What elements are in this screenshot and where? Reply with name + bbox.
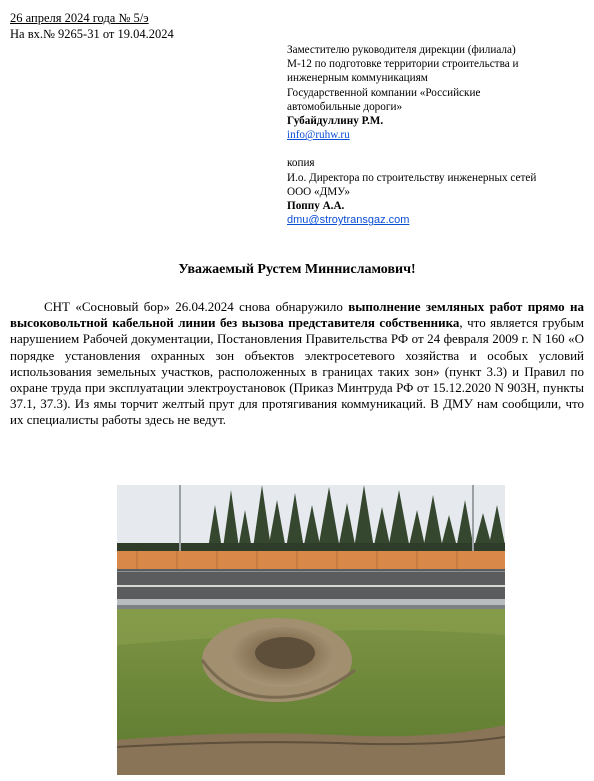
letter-body (10, 299, 584, 429)
addressee-name: Губайдуллину Р.М. (287, 115, 384, 128)
site-photo (117, 485, 505, 775)
copy-label: копия (287, 157, 315, 170)
body-emphasis: выполнение земляных работ прямо на высоковольтной кабельной линии без вызова представителя собственника (10, 299, 584, 331)
body-paragraph: СНТ «Сосновый бор» 26.04.2024 снова обнаружило выполнение земляных работ прямо на высоковольтной кабельной линии без вызова представителя собственника, что является грубым нарушением Рабочей документации, Постановления Правительства РФ от 24 февраля 2009 г. N 160 «О порядке установления охранных зон объектов электросетевого хозяйства и особых условий использования земельных участков, расположенных в границах таких зон» (пункт 3.3) и Правил по охране труда при эксплуатации электроустановок (Приказ Минтруда РФ от 15.12.2020 N 903Н, пункты 37.1, 37.3). Из ямы торчит желтый прут для протягивания коммуникаций. В ДМУ нам сообщили, что их специалисты работы здесь не ведут. (10, 299, 584, 428)
excavation-photo-illustration (117, 485, 505, 775)
date-line (10, 10, 149, 26)
addressee-line: инженерным коммуникациям (287, 72, 428, 85)
addressee-line: автомобильные дороги» (287, 100, 403, 113)
letter-number: № 5/э (118, 11, 149, 25)
addressee-line: М-12 по подготовке территории строительства и (287, 58, 519, 71)
addressee-line: Заместителю руководителя дирекции (филиала) (287, 44, 516, 56)
letter-date: 26 апреля 2024 года (10, 11, 116, 25)
copy-line: И.о. Директора по строительству инженерных сетей (287, 171, 537, 184)
addressee-line: Государственной компании «Российские (287, 86, 481, 99)
incoming-reference: На вх.№ 9265-31 от 19.04.2024 (10, 27, 174, 41)
copy-line: ООО «ДМУ» (287, 185, 351, 198)
copy-name: Поппу А.А. (287, 200, 345, 213)
addressee-email-link[interactable]: info@ruhw.ru (287, 129, 350, 142)
greeting: Уважаемый Рустем Миннисламович! (178, 262, 416, 277)
copy-email-link[interactable]: dmu@stroytransgaz.com (287, 214, 410, 227)
addressee-block (287, 43, 587, 227)
